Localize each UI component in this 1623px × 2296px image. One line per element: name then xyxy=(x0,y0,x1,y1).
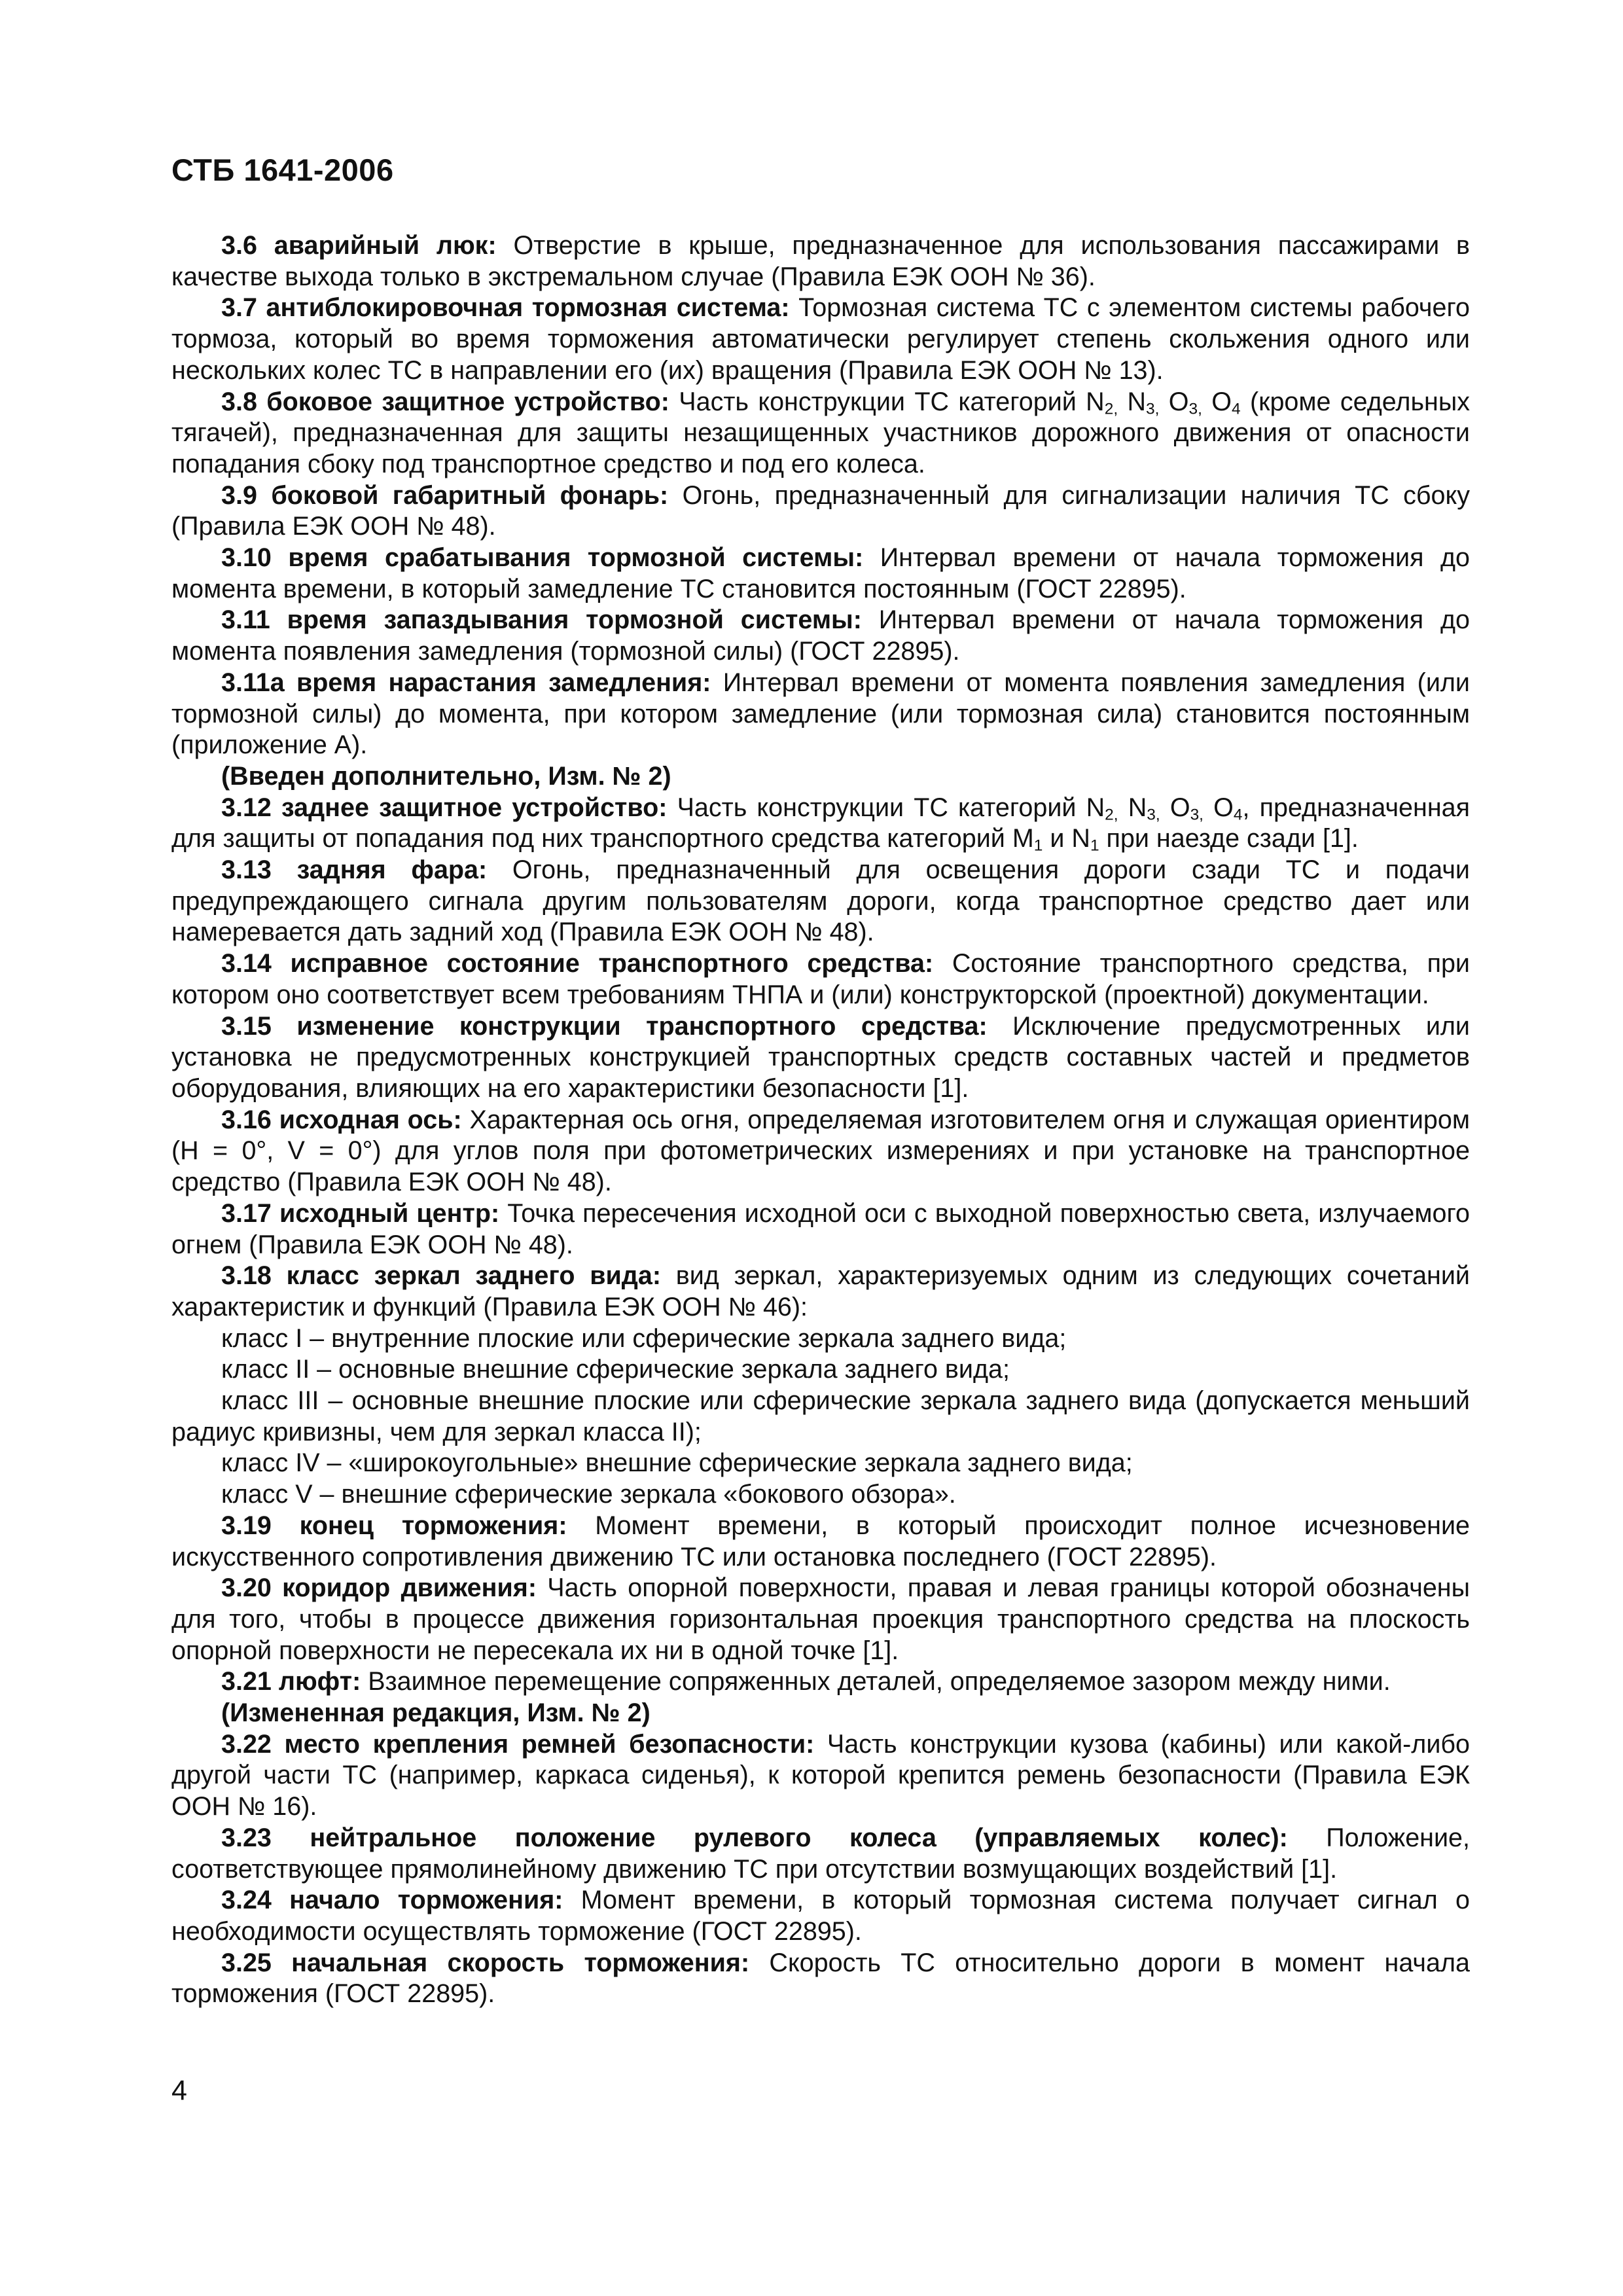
term-definition: вид зеркал, характеризуемых одним из следующих сочетаний характеристик и функций (Правила ЕЭК ООН № 46): xyxy=(171,1261,1470,1321)
term-definition: O xyxy=(1159,387,1189,416)
term-title: 3.9 боковой габаритный фонарь: xyxy=(221,480,669,510)
term-definition: , предназначенная для защиты от попадания под них транспортного средства категорий M xyxy=(171,793,1471,853)
term-definition: N xyxy=(1118,387,1147,416)
amendment-note-changed: (Измененная редакция, Изм. № 2) xyxy=(221,1698,651,1728)
term-definition: Огонь, предназначенный для освещения дороги сзади ТС и подачи предупреждающего сигнала другим пользователям дороги, когда транспортное средство дает или намеревается дать задний ход (Правила ЕЭК ООН № 48). xyxy=(171,855,1470,947)
term-definition: при наезде сзади [1]. xyxy=(1099,824,1359,853)
terms-definitions-body xyxy=(171,230,1470,2010)
term-3-12 xyxy=(171,793,1470,855)
term-title: 3.22 место крепления ремней безопасности: xyxy=(221,1729,815,1759)
mirror-class-item: класс IV – «широкоугольные» внешние сферические зеркала заднего вида; xyxy=(221,1448,1133,1478)
subscript: 3, xyxy=(1147,806,1160,824)
subscript: 4 xyxy=(1233,806,1243,824)
term-definition: Момент времени, в который происходит полное исчезновение искусственного сопротивления движению ТС или остановка последнего (ГОСТ 22895). xyxy=(171,1511,1470,1571)
mirror-class-item: класс V – внешние сферические зеркала «бокового обзора». xyxy=(221,1480,956,1509)
term-title: 3.6 аварийный люк: xyxy=(221,231,497,260)
term-definition: O xyxy=(1203,793,1234,822)
term-3-17 xyxy=(171,1198,1470,1261)
term-3-23 xyxy=(171,1823,1470,1885)
term-definition: O xyxy=(1202,387,1232,416)
term-definition: Часть конструкции кузова (кабины) или какой-либо другой части ТС (например, каркаса сиденья), к которой крепится ремень безопасности (Правила ЕЭК ООН № 16). xyxy=(171,1729,1470,1821)
term-title: 3.17 исходный центр: xyxy=(221,1198,500,1228)
subscript: 1 xyxy=(1090,836,1099,855)
term-title: 3.25 начальная скорость торможения: xyxy=(221,1948,750,1977)
amendment-note-added: (Введен дополнительно, Изм. № 2) xyxy=(221,761,671,791)
term-definition: Точка пересечения исходной оси с выходной поверхностью света, излучаемого огнем (Правила ЕЭК ООН № 48). xyxy=(171,1198,1470,1259)
term-definition: Интервал времени от начала торможения до момента появления замедления (тормозной силы) (ГОСТ 22895). xyxy=(171,605,1470,666)
term-title: 3.20 коридор движения: xyxy=(221,1573,537,1603)
term-3-6 xyxy=(171,230,1470,293)
term-3-20 xyxy=(171,1573,1470,1666)
term-title: 3.19 конец торможения: xyxy=(221,1511,567,1540)
term-3-9 xyxy=(171,480,1470,543)
term-title: 3.18 класс зеркал заднего вида: xyxy=(221,1261,661,1291)
term-3-11a xyxy=(171,668,1470,761)
term-definition: и N xyxy=(1043,824,1090,853)
subscript: 2, xyxy=(1104,399,1118,418)
mirror-class-item: класс III – основные внешние плоские или сферические зеркала заднего вида (допускается меньший радиус кривизны, чем для зеркал класса II); xyxy=(171,1386,1470,1446)
term-definition: Огонь, предназначенный для сигнализации наличия ТС сбоку (Правила ЕЭК ООН № 48). xyxy=(171,480,1471,541)
term-definition: Исключение предусмотренных или установка не предусмотренных конструкцией транспортных средств составных частей и предметов оборудования, влияющих на его характеристики безопасности [1]. xyxy=(171,1011,1470,1103)
term-3-18 xyxy=(171,1261,1470,1323)
term-title: 3.14 исправное состояние транспортного средства: xyxy=(221,949,934,978)
term-definition: Часть опорной поверхности, правая и левая границы которой обозначены для того, чтобы в процессе движения горизонтальная проекция транспортного средства на плоскость опорной поверхности не пересекала их ни в одной точке [1]. xyxy=(171,1573,1470,1665)
subscript: 3, xyxy=(1188,399,1202,418)
term-3-22 xyxy=(171,1729,1470,1823)
subscript: 4 xyxy=(1232,399,1241,418)
term-title: 3.15 изменение конструкции транспортного средства: xyxy=(221,1011,988,1041)
term-3-14 xyxy=(171,948,1470,1011)
term-definition: Часть конструкции ТС категорий N xyxy=(667,793,1105,822)
term-title: 3.11а время нарастания замедления: xyxy=(221,668,711,697)
term-definition: Часть конструкции ТС категорий N xyxy=(669,387,1105,416)
term-definition: O xyxy=(1160,793,1190,822)
term-3-8 xyxy=(171,387,1470,480)
term-title: 3.21 люфт: xyxy=(221,1667,361,1696)
term-definition: Тормозная система ТС с элементом системы рабочего тормоза, который во время торможения автоматически регулирует степень скольжения одного или нескольких колес ТС в направлении его (их) вращения (Правила ЕЭК ООН № 13). xyxy=(171,293,1470,385)
term-title: 3.10 время срабатывания тормозной системы: xyxy=(221,543,864,573)
term-3-15 xyxy=(171,1011,1470,1105)
term-title: 3.24 начало торможения: xyxy=(221,1886,563,1915)
term-definition: Скорость ТС относительно дороги в момент начала торможения (ГОСТ 22895). xyxy=(171,1948,1471,2009)
term-title: 3.16 исходная ось: xyxy=(221,1105,462,1134)
term-3-13 xyxy=(171,855,1470,948)
term-definition: Отверстие в крыше, предназначенное для использования пассажирами в качестве выхода только в экстремальном случае (Правила ЕЭК ООН № 36). xyxy=(171,231,1471,291)
subscript: 2, xyxy=(1105,806,1118,824)
document-code-header: СТБ 1641-2006 xyxy=(171,152,394,187)
term-3-25 xyxy=(171,1948,1470,2010)
term-title: 3.13 задняя фара: xyxy=(221,855,488,885)
term-3-11 xyxy=(171,605,1470,667)
term-3-10 xyxy=(171,543,1470,605)
subscript: 1 xyxy=(1033,836,1043,855)
term-definition: (кроме седельных тягачей), предназначенная для защиты незащищенных участников дорожного движения от опасности попадания сбоку под транспортное средство и под его колеса. xyxy=(171,387,1470,478)
term-definition: Интервал времени от момента появления замедления (или тормозной силы) до момента, при котором замедление (или тормозная сила) становится постоянным (приложение А). xyxy=(171,668,1470,760)
mirror-class-item: класс II – основные внешние сферические зеркала заднего вида; xyxy=(221,1355,1010,1384)
term-title: 3.11 время запаздывания тормозной системы: xyxy=(221,605,862,635)
term-definition: Взаимное перемещение сопряженных деталей, определяемое зазором между ними. xyxy=(361,1667,1391,1696)
term-3-21 xyxy=(171,1666,1470,1698)
term-definition: N xyxy=(1118,793,1147,822)
page-number: 4 xyxy=(171,2075,187,2106)
term-3-7 xyxy=(171,293,1470,386)
subscript: 3, xyxy=(1190,806,1204,824)
term-3-16 xyxy=(171,1105,1470,1198)
term-title: 3.23 нейтральное положение рулевого колеса (управляемых колес): xyxy=(221,1823,1288,1852)
term-3-19 xyxy=(171,1511,1470,1573)
term-definition: Состояние транспортного средства, при котором оно соответствует всем требованиям ТНПА и (или) конструкторской (проектной) документации. xyxy=(171,949,1470,1009)
term-definition: Момент времени, в который тормозная система получает сигнал о необходимости осуществлять торможение (ГОСТ 22895). xyxy=(171,1886,1470,1946)
term-definition: Характерная ось огня, определяемая изготовителем огня и служащая ориентиром (H = 0°, V = 0°) для углов поля при фотометрических измерениях и при установке на транспортное средство (Правила ЕЭК ООН № 48). xyxy=(171,1105,1470,1197)
term-title: 3.8 боковое защитное устройство: xyxy=(221,387,669,416)
term-3-24 xyxy=(171,1885,1470,1947)
mirror-class-item: класс I – внутренние плоские или сферические зеркала заднего вида; xyxy=(221,1323,1067,1353)
term-title: 3.7 антиблокировочная тормозная система: xyxy=(221,293,790,323)
subscript: 3, xyxy=(1146,399,1160,418)
term-title: 3.12 заднее защитное устройство: xyxy=(221,793,668,822)
term-definition: Интервал времени от начала торможения до момента времени, в который замедление ТС становится постоянным (ГОСТ 22895). xyxy=(171,543,1471,603)
term-definition: Положение, соответствующее прямолинейному движению ТС при отсутствии возмущающих воздействий [1]. xyxy=(171,1823,1470,1884)
